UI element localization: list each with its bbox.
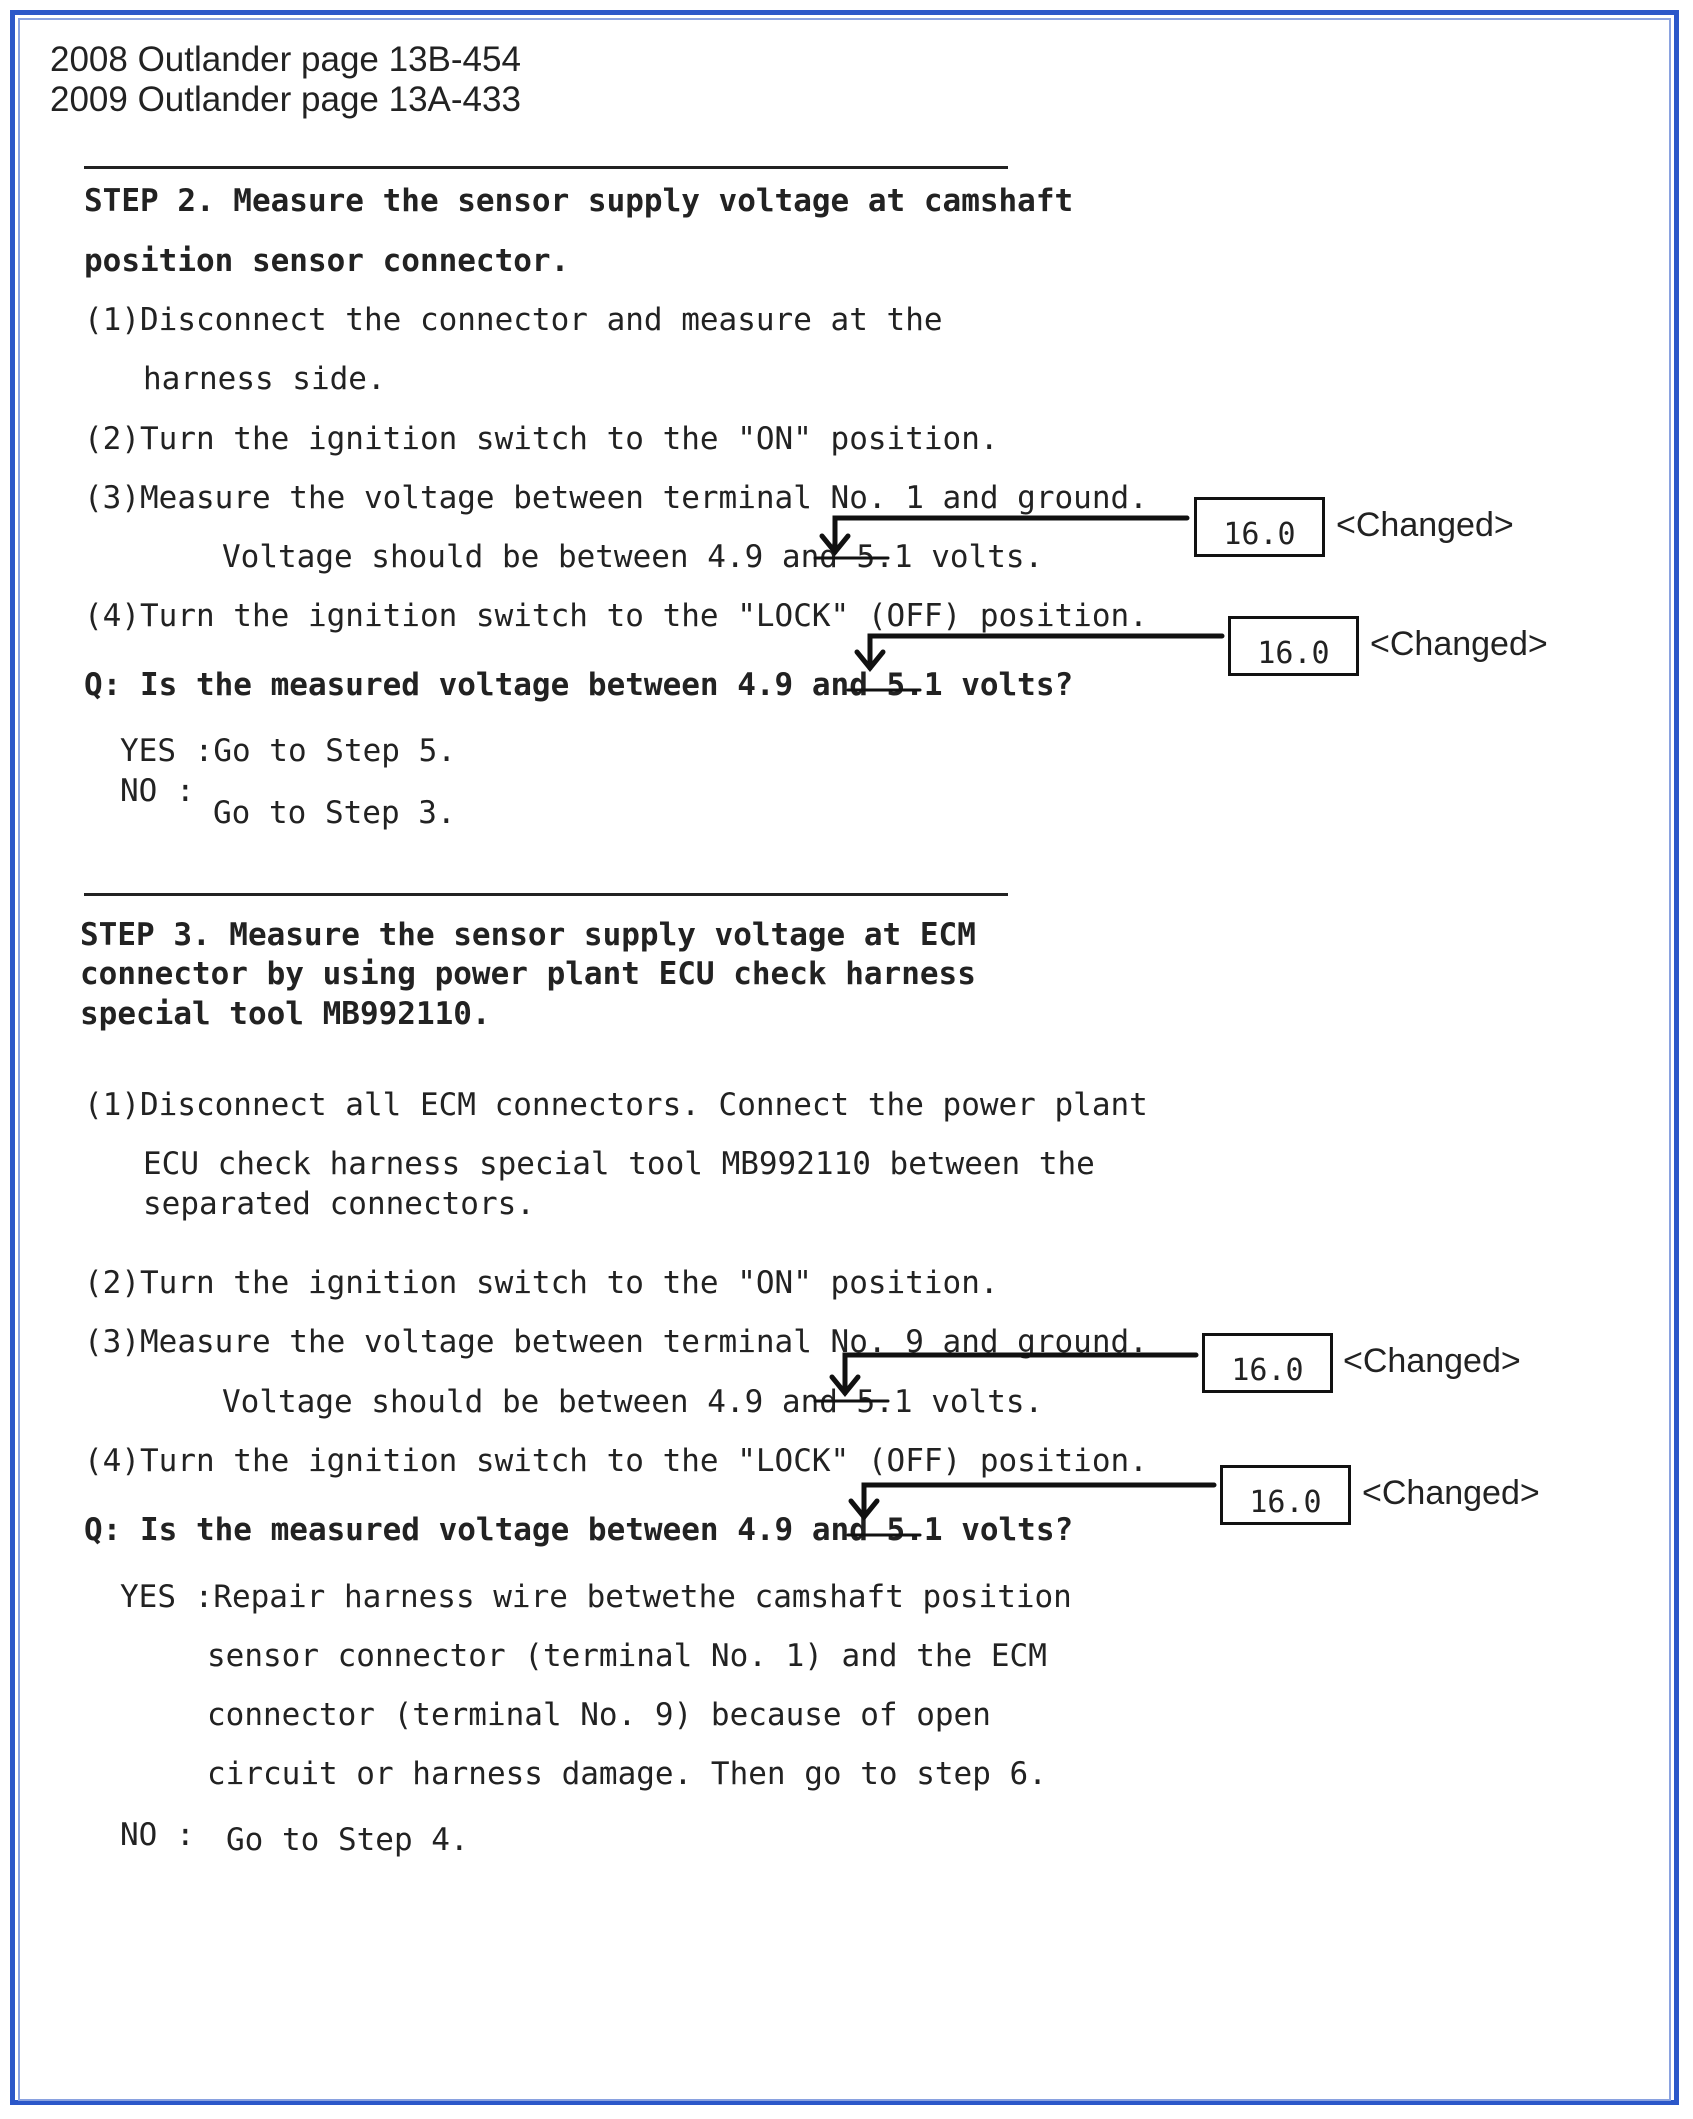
step2-no-label: NO :	[120, 773, 195, 809]
changed-value-box: 16.0	[1194, 497, 1325, 557]
changed-value-box: 16.0	[1202, 1333, 1333, 1393]
step2-substep3: (3)Measure the voltage between terminal No. 1 and ground.	[84, 480, 1148, 516]
changed-label: <Changed>	[1336, 506, 1514, 544]
header-line-1: 2008 Outlander page 13B-454	[50, 40, 521, 79]
step2-title-line1: STEP 2. Measure the sensor supply voltage at camshaft	[84, 183, 1074, 219]
step3-yes-line3: connector (terminal No. 9) because of open	[207, 1697, 991, 1733]
changed-label: <Changed>	[1370, 625, 1548, 663]
step2-title-line2: position sensor connector.	[84, 243, 570, 279]
step3-substep1-line3: separated connectors.	[143, 1186, 535, 1222]
changed-label: <Changed>	[1362, 1474, 1540, 1512]
step3-substep3: (3)Measure the voltage between terminal No. 9 and ground.	[84, 1324, 1148, 1360]
changed-value-box: 16.0	[1220, 1465, 1351, 1525]
step2-substep1-line2: harness side.	[143, 361, 386, 397]
step3-no-label: NO :	[120, 1817, 195, 1853]
divider-step2	[84, 166, 1008, 169]
step3-title-line3: special tool MB992110.	[80, 996, 491, 1032]
step3-yes-line2: sensor connector (terminal No. 1) and the ECM	[207, 1638, 1047, 1674]
step3-no-text: Go to Step 4.	[226, 1822, 469, 1858]
step2-yes: YES :Go to Step 5.	[120, 733, 456, 769]
changed-label: <Changed>	[1343, 1342, 1521, 1380]
step3-substep1-line1: (1)Disconnect all ECM connectors. Connect the power plant	[84, 1087, 1148, 1123]
step2-substep1-line1: (1)Disconnect the connector and measure at the	[84, 302, 943, 338]
step2-substep4: (4)Turn the ignition switch to the "LOCK" (OFF) position.	[84, 598, 1148, 634]
step2-substep3-voltage: Voltage should be between 4.9 and 5.1 volts.	[222, 539, 1044, 575]
step3-substep3-voltage: Voltage should be between 4.9 and 5.1 volts.	[222, 1384, 1044, 1420]
step2-substep2: (2)Turn the ignition switch to the "ON" position.	[84, 421, 999, 457]
step2-no-text: Go to Step 3.	[213, 795, 456, 831]
step3-yes-line4: circuit or harness damage. Then go to step 6.	[207, 1756, 1047, 1792]
step3-substep4: (4)Turn the ignition switch to the "LOCK" (OFF) position.	[84, 1443, 1148, 1479]
divider-step3	[84, 893, 1008, 896]
step3-title-line1: STEP 3. Measure the sensor supply voltage at ECM	[80, 917, 976, 953]
header-line-2: 2009 Outlander page 13A-433	[50, 80, 521, 119]
step3-title-line2: connector by using power plant ECU check harness	[80, 956, 976, 992]
step3-substep1-line2: ECU check harness special tool MB992110 between the	[143, 1146, 1095, 1182]
step3-yes-line1: YES :Repair harness wire betwethe camshaft position	[120, 1579, 1072, 1615]
step3-substep2: (2)Turn the ignition switch to the "ON" position.	[84, 1265, 999, 1301]
changed-value-box: 16.0	[1228, 616, 1359, 676]
step2-question: Q: Is the measured voltage between 4.9 and 5.1 volts?	[84, 667, 1074, 703]
step3-question: Q: Is the measured voltage between 4.9 and 5.1 volts?	[84, 1512, 1074, 1548]
